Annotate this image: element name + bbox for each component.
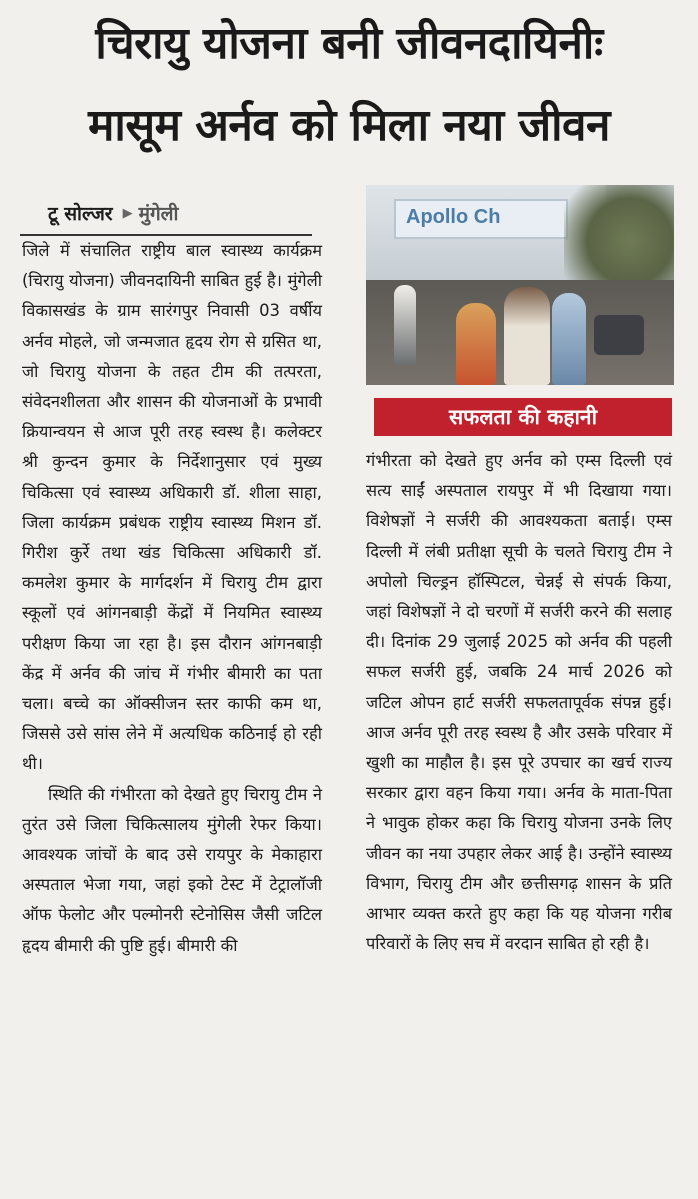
byline-reporter: टू सोल्जर xyxy=(48,203,113,225)
hospital-photo xyxy=(366,185,674,385)
article-right-column xyxy=(366,446,672,959)
success-story-banner: सफलता की कहानी xyxy=(374,398,672,436)
person-figure xyxy=(394,285,416,365)
mother-figure xyxy=(456,303,496,385)
headline-line-1: चिरायु योजना बनी जीवनदायिनीः xyxy=(95,18,603,69)
article-left-column xyxy=(22,236,322,961)
article-paragraph: जिले में संचालित राष्ट्रीय बाल स्वास्थ्य कार्यक्रम (चिरायु योजना) जीवनदायिनी साबित हुई है। मुंगेली विकासखंड के ग्राम सारंगपुर निवासी 03 वर्षीय अर्नव मोहले, जो जन्मजात हृदय रोग से ग्रसित था, जो चिरायु योजना के तहत टीम की तत्परता, संवेदनशीलता और शासन की योजनाओं के प्रभावी क्रियान्वयन से आज पूरी तरह स्वस्थ है। कलेक्टर श्री कुन्दन कुमार के निर्देशानुसार एवं मुख्य चिकित्सा एवं स्वास्थ्य अधिकारी डॉ. शीला साहा, जिला कार्यक्रम प्रबंधक राष्ट्रीय स्वास्थ्य मिशन डॉ. गिरीश कुर्रे तथा खंड चिकित्सा अधिकारी डॉ. कमलेश कुमार के मार्गदर्शन में चिरायु टीम द्वारा स्कूलों एवं आंगनबाड़ी केंद्रों में नियमित स्वास्थ्य परीक्षण किया जा रहा है। इस दौरान आंगनबाड़ी केंद्र में अर्नव की जांच में गंभीर बीमारी का पता चला। बच्चे का ऑक्सीजन स्तर काफी कम था, जिससे उसे सांस लेने में अत्यधिक कठिनाई हो रही थी। xyxy=(22,241,322,774)
car xyxy=(594,315,644,355)
hospital-sign-text: Apollo Ch xyxy=(406,206,501,228)
father-figure xyxy=(504,287,550,385)
hospital-sign xyxy=(394,199,568,239)
headline-line-2: मासूम अर्नव को मिला नया जीवन xyxy=(88,100,610,151)
article-paragraph: स्थिति की गंभीरता को देखते हुए चिरायु टीम ने तुरंत उसे जिला चिकित्सालय मुंगेली रेफर किया। आवश्यक जांचों के बाद उसे रायपुर के मेकाहारा अस्पताल भेजा गया, जहां इको टेस्ट में टेट्रालॉजी ऑफ फेलोट और पल्मोनरी स्टेनोसिस जैसी जटिल हृदय बीमारी की पुष्टि हुई। बीमारी की xyxy=(22,784,322,955)
byline-location: मुंगेली xyxy=(138,203,179,225)
triangle-right-icon: ▶ xyxy=(122,205,133,221)
article-paragraph: गंभीरता को देखते हुए अर्नव को एम्स दिल्ली एवं सत्य साईं अस्पताल रायपुर में भी दिखाया गया। विशेषज्ञों ने सर्जरी की आवश्यकता बताई। एम्स दिल्ली में लंबी प्रतीक्षा सूची के चलते चिरायु टीम ने अपोलो चिल्ड्रन हॉस्पिटल, चेन्नई से संपर्क किया, जहां विशेषज्ञों ने दो चरणों में सर्जरी करने की सलाह दी। दिनांक 29 जुलाई 2025 को अर्नव की पहली सफल सर्जरी हुई, जबकि 24 मार्च 2026 को जटिल ओपन हार्ट सर्जरी सफलतापूर्वक संपन्न हुई। आज अर्नव पूरी तरह स्वस्थ है और उसके परिवार में खुशी का माहौल है। इस पूरे उपचार का खर्च राज्य सरकार द्वारा वहन किया गया। अर्नव के माता-पिता ने भावुक होकर कहा कि चिरायु योजना उनके लिए जीवन का नया उपहार लेकर आई है। उन्होंने स्वास्थ्य विभाग, चिरायु टीम और छत्तीसगढ़ शासन के प्रति आभार व्यक्त करते हुए कहा कि यह योजना गरीब परिवारों के लिए सच में वरदान साबित हो रही है। xyxy=(366,451,672,954)
byline xyxy=(48,200,316,226)
person-figure xyxy=(552,293,586,385)
